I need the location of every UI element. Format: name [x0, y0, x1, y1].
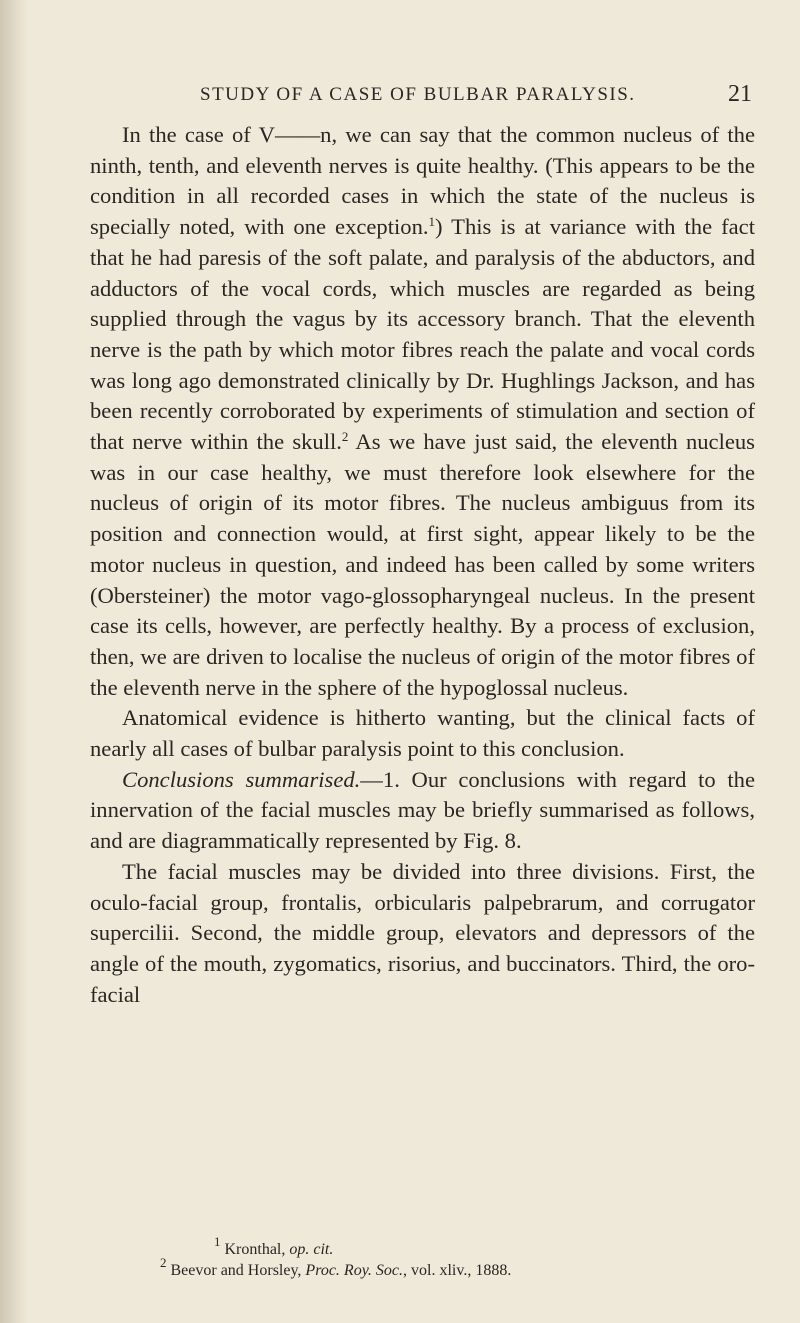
paragraph-2: Anatomical evidence is hitherto wanting, but the clinical facts of nearly all cases of bulbar paralysis point to this conclusion.: [90, 705, 755, 762]
footnote-1: [160, 1234, 720, 1260]
p1-cont: n, we can say that the common nucleus of the ninth, tenth, and eleventh nerves is quite healthy. (This appears to be the condition in all recorded cases in which the state of the nucleus is specially noted, with one exception.: [90, 122, 755, 240]
running-head: STUDY OF A CASE OF BULBAR PARALYSIS.: [200, 84, 636, 105]
p3-rest: —1. Our conclusions with regard to the innervation of the facial muscles may be briefly summarised as follows, and are diagrammatically represented by Fig. 8.: [90, 766, 755, 854]
page-number: 21: [728, 81, 752, 107]
footnote-ref-1: 1: [428, 214, 436, 230]
paragraph-3: [90, 765, 755, 857]
footnotes: [160, 1234, 720, 1281]
p1-cont3: As we have just said, the eleventh nucleus was in our case healthy, we must therefore look elsewhere for the nucleus of origin of its motor fibres. The nucleus ambiguus from its position and connection would, at first sight, appear likely to be the motor nucleus in question, and indeed has been called by some writers (Obersteiner) the motor vago-glossopharyngeal nucleus. In the present case its cells, however, are perfectly healthy. By a process of exclusion, then, we are driven to localise the nucleus of origin of the motor fibres of the eleventh nerve in the sphere of the hypoglossal nucleus.: [90, 429, 755, 700]
footnote-1-italic: op. cit.: [289, 1241, 334, 1258]
footnote-1-mark: 1: [214, 1234, 221, 1249]
section-heading: Conclusions summarised.: [122, 766, 361, 792]
footnote-2-text: Beevor and Horsley,: [166, 1262, 306, 1279]
footnote-2-text-end: , vol. xliv., 1888.: [403, 1262, 512, 1279]
footnote-ref-2: 2: [341, 429, 349, 445]
p1-start: In the case of V: [122, 122, 275, 147]
page-spine-shadow: [0, 0, 28, 1323]
footnote-2-italic: Proc. Roy. Soc.: [305, 1262, 404, 1279]
footnote-1-text: Kronthal,: [220, 1241, 290, 1258]
body-text: [90, 120, 755, 1010]
footnote-2: [160, 1255, 720, 1281]
paragraph-1: [90, 120, 755, 703]
footnote-2-mark: 2: [160, 1255, 167, 1270]
p1-cont2: ) This is at variance with the fact that he had paresis of the soft palate, and paralysis of the abductors, and adductors of the vocal cords, which muscles are regarded as being supplied through the vagus by its accessory branch. That the eleventh nerve is the path by which motor fibres reach the palate and vocal cords was long ago demonstrated clinically by Dr. Hughlings Jackson, and has been recently corroborated by experiments of stimulation and section of that nerve within the skull.: [90, 214, 755, 455]
paragraph-4: The facial muscles may be divided into three divisions. First, the oculo-facial group, frontalis, orbicularis palpebrarum, and corrugator supercilii. Second, the middle group, elevators and depressors of the angle of the mouth, zygomatics, risorius, and buccinators. Third, the oro-facial: [90, 858, 755, 1007]
name-dash: ——: [274, 122, 321, 147]
